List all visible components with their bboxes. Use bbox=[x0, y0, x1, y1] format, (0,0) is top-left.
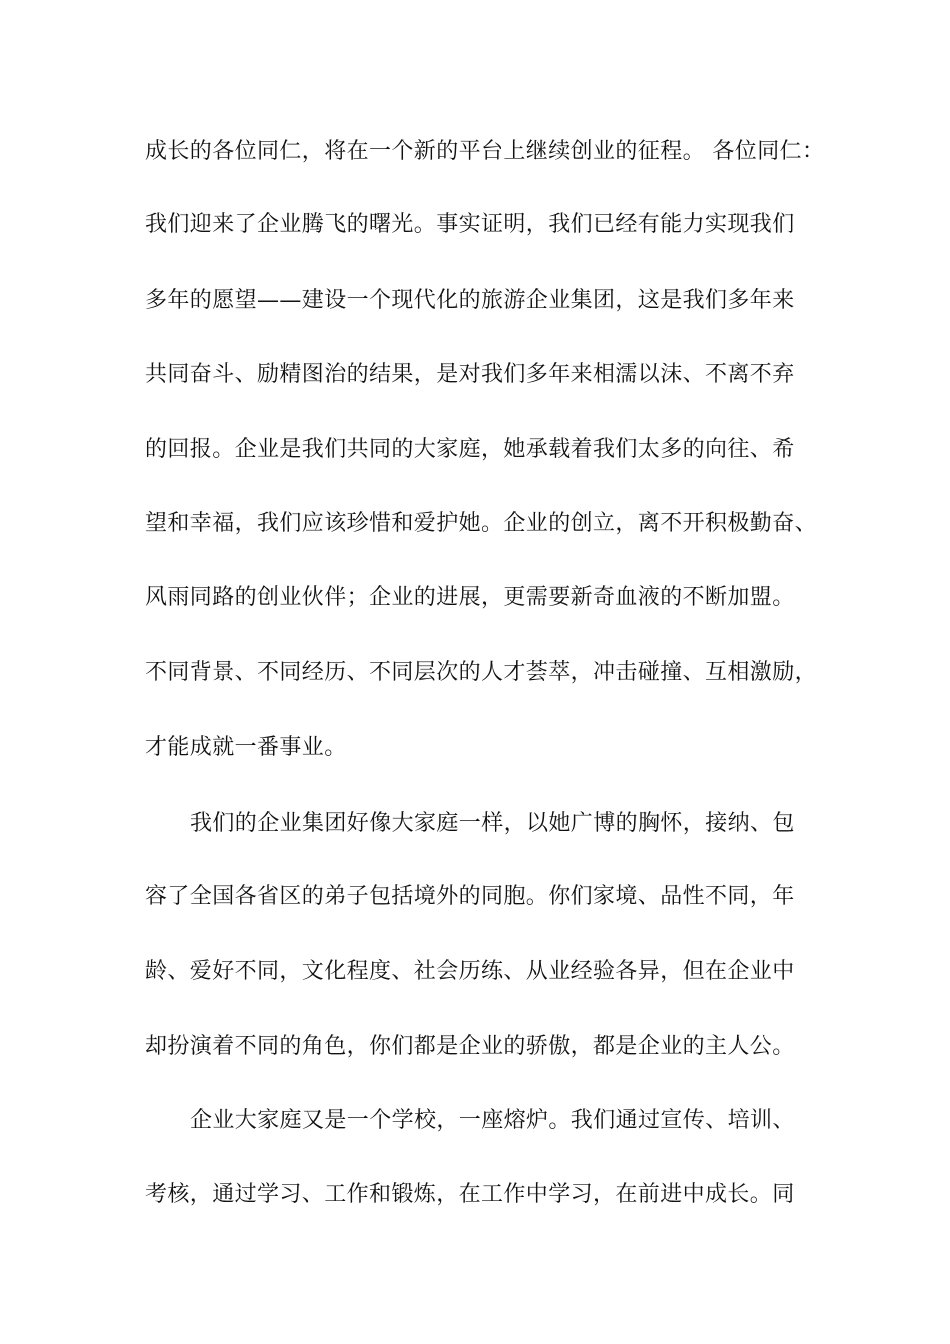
text-line: 龄、爱好不同，文化程度、社会历练、从业经验各异，但在企业中 bbox=[145, 959, 795, 984]
text-line: 不同背景、不同经历、不同层次的人才荟萃，冲击碰撞、互相激励， bbox=[145, 660, 818, 685]
text-line: 的回报。企业是我们共同的大家庭，她承载着我们太多的向往、希 bbox=[145, 437, 795, 462]
text-line: 我们迎来了企业腾飞的曙光。事实证明，我们已经有能力实现我们 bbox=[145, 212, 795, 237]
text-line: 共同奋斗、励精图治的结果，是对我们多年来相濡以沫、不离不弃 bbox=[145, 362, 795, 387]
paragraph-start-line: 我们的企业集团好像大家庭一样，以她广博的胸怀，接纳、包 bbox=[190, 811, 795, 836]
paragraph-start-line: 企业大家庭又是一个学校，一座熔炉。我们通过宣传、培训、 bbox=[190, 1108, 795, 1133]
text-line: 才能成就一番事业。 bbox=[145, 735, 347, 760]
text-line: 考核，通过学习、工作和锻炼，在工作中学习，在前进中成长。同 bbox=[145, 1182, 795, 1207]
text-line: 多年的愿望——建设一个现代化的旅游企业集团，这是我们多年来 bbox=[145, 288, 795, 313]
text-line: 却扮演着不同的角色，你们都是企业的骄傲，都是企业的主人公。 bbox=[145, 1034, 795, 1059]
text-line: 风雨同路的创业伙伴；企业的进展，更需要新奇血液的不断加盟。 bbox=[145, 585, 795, 610]
text-line: 容了全国各省区的弟子包括境外的同胞。你们家境、品性不同，年 bbox=[145, 884, 795, 909]
text-line: 望和幸福，我们应该珍惜和爱护她。企业的创立，离不开积极勤奋、 bbox=[145, 511, 818, 536]
text-line: 成长的各位同仁，将在一个新的平台上继续创业的征程。 各位同仁： bbox=[145, 139, 825, 164]
